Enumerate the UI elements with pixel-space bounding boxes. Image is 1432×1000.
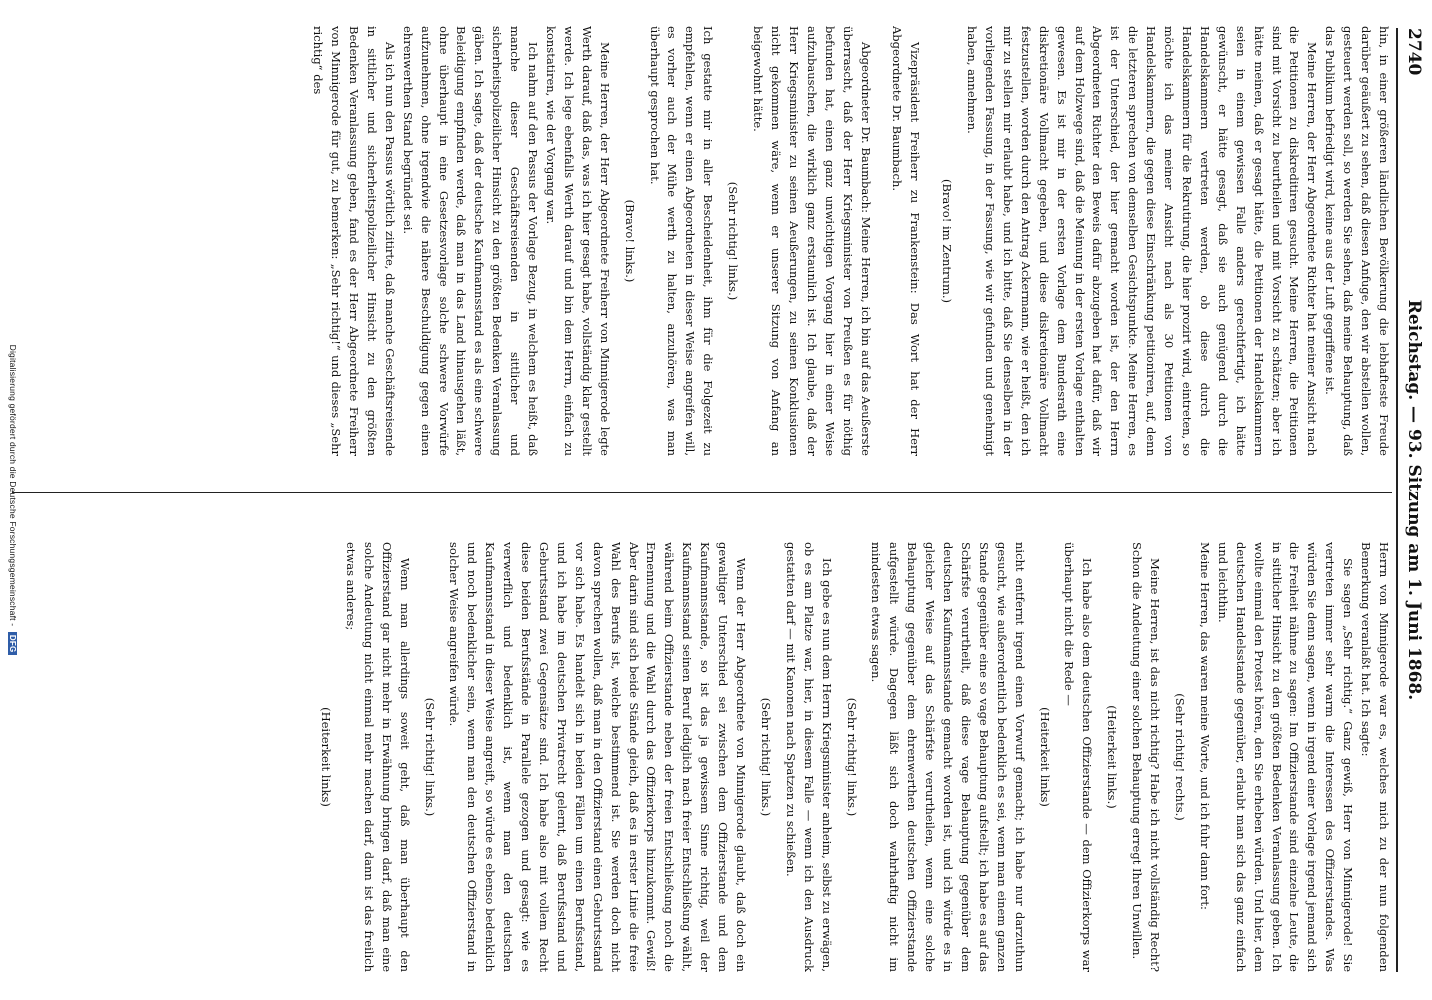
- left-column: [32, 26, 1392, 456]
- interjection: (Sehr richtig! links.): [422, 697, 437, 817]
- column-divider: [12, 492, 1392, 493]
- interjection: (Sehr richtig! links.): [844, 697, 859, 817]
- digitization-credit: [8, 0, 18, 1000]
- speaker-paragraph: Abgeordneter Dr. Baumbach: Meine Herren, ich bin auf das Aeußerste überrascht, daß der Herr Kriegsminister von Preußen es für nöthig befunden hat, einen ganz unwichtigen Vorgang hier in einer Weise aufzubauschen, die wirklich ganz erstaunlich ist. Ich glaube, daß der Herr Kriegsminister zu seinen Aeußerungen, zu seinen Konklusionen nicht gekommen wäre, wenn er unserer Sitzung von Anfang an beigewohnt hätte.: [751, 26, 873, 456]
- paragraph: Ich gebe es nun dem Herrn Kriegsminister anheim, selbst zu erwägen, ob es am Platze war, hier, in diesem Falle — wenn ich den Ausdruck gestatten darf — mit Kanonen nach Spatzen zu schießen.: [783, 542, 834, 972]
- paragraph: Ich habe also dem deutschen Offizierstande — dem Offizierkorps war überhaupt nicht die Rede —: [1062, 542, 1095, 972]
- paragraph: hin, in einer größeren ländlichen Bevölkerung die lebhafteste Freude darüber geäußert zu sehen, daß diesen Anfuge, den wir abstellen wollen, gesteuert werden soll, so werden Sie sehen, daß meine Behauptung, daß das Publikum befriedigt wird, keine aus der Luft gegriffene ist.: [1323, 26, 1391, 456]
- page-number: 2740: [1404, 28, 1424, 76]
- interjection: (Sehr richtig! links.): [758, 697, 773, 817]
- paragraph: Meine Herren, ist das nicht richtig? Habe ich nicht vollständig Recht? Schon die Andeutung einer solchen Behauptung erregt Ihren Unwillen.: [1130, 542, 1163, 972]
- right-column: [32, 542, 1392, 972]
- interjection: (Heiterkeit links): [319, 707, 334, 807]
- paragraph: Sie sagen „Sehr richtig.“ Ganz gewiß, Herr von Minnigerode! Sie vertreten immer sehr warm die Interessen des Offizierstandes. Was würden Sie denn sagen, wenn in irgend einer Vorlage irgend jemand sich die Freiheit nähme zu sagen: Im Offizierstande sind einzelne Leute, die in sittlicher Hinsicht zu den größten Bedenken Veranlassung geben. Ich wollte einmal den Protest hören, den Sie erheben würden. Und hier, dem deutschen Handelsstande gegenüber, erlaubt man sich das ganz einfach und leichthin.: [1215, 542, 1356, 972]
- interjection: (Heiterkeit links): [1037, 707, 1052, 807]
- paragraph: Meine Herren, das waren meine Worte, und ich fuhr dann fort:: [1197, 542, 1212, 910]
- paragraph: Ich gestatte mir in aller Bescheidenheit, ihm für die Folgezeit zu empfehlen, wenn er einen Abgeordneten in dieser Weise angreifen will, es vorher auch der Mühe werth zu halten, anzuhören, was man überhaupt gesprochen hat.: [647, 26, 716, 456]
- paragraph: Wenn der Herr Abgeordnete von Minnigerode glaubt, daß doch ein gewaltiger Unterschied sei zwischen dem Offizierstande und dem Kaufmannsstande, so ist das ja gewissem Sinne richtig, weil der Kaufmannsstand seinen Beruf lediglich nach freier Entschließung wählt, während beim Offizierstande neben der freien Entschließung noch die Ernennung und die Wahl durch das Offizierkorps hinzukommt. Gewiß! Aber darin sind sich beide Stände gleich, daß es in erster Linie die freie Wahl des Berufs ist, welche bestimmend ist. Sie werden doch nicht davon sprechen wollen, daß man in den Offizierstand einen Geburtsstand vor sich habe. Es handelt sich in beiden Fällen um einen Berufsstand, und ich habe im deutschen Privatrecht gelernt, daß Berufsstand und Geburtsstand zwei Gegensätze sind. Ich habe also mit vollem Recht diese beiden Berufsstände in Parallele gezogen und gesagt: wie es verwerflich und bedenklich ist, wenn man den deutschen Kaufmannsstand in dieser Weise angreift, so würde es ebenso bedenklich und noch bedenklicher sein, wenn man den deutschen Offizierstand in solcher Weise angreifen würde.: [447, 542, 748, 972]
- interjection: (Heiterkeit links.): [1105, 705, 1120, 809]
- paragraph: Meine Herren, der Herr Abgeordnete Freiherr von Minnigerode legte Werth darauf, daß das, was ich hier gesagt habe, vollständig klar gestellt werde. Ich lege ebenfalls Werth darauf und bin dem Herrn, einfach zu konstatiren, wie der Vorgang war.: [544, 26, 612, 456]
- paragraph: nicht entfernt irgend einen Vorwurf gemacht; ich habe nur darzuthun gesucht, wie außerordentlich bedenklich es sei, wenn man einem ganzen Stande gegenüber eine so vage Behauptung aufstellt; ich habe es auf das Schärfste verurtheilt, daß diese vage Behauptung gegenüber dem deutschen Kaufmannsstande gemacht worden ist, und ich würde es in gleicher Weise auf das Schärfste verurtheilen, wenn eine solche Behauptung gegenüber dem ehrenwerthen deutschen Offizierstande aufgestellt würde. Dagegen läßt sich doch wahrhaftig nicht im mindesten etwas sagen.: [869, 542, 1027, 972]
- header-rule: [1396, 28, 1398, 972]
- credit-text: Digitalisierung gefördert durch die Deutsche Forschungsgemeinschaft -: [8, 344, 18, 627]
- paragraph: Herrn von Minnigerode war es, welches mich zu der nun folgenden Bemerkung veranlaßt hat. Ich sagte:: [1359, 542, 1391, 972]
- dfg-logo: DFG: [8, 632, 17, 656]
- speaker-paragraph: Vizepräsident Freiherr zu Frankenstein: Das Wort hat der Herr Abgeordnete Dr. Baumbach.: [890, 26, 923, 456]
- paragraph: Ich nahm auf den Passus der Vorlage Bezug, in welchem es heißt, daß manche dieser Geschäftsreisenden in sittlicher und sicherheitspolizeilicher Hinsicht zu den größten Bedenken Veranlassung gäben. Ich sagte, daß der deutsche Kaufmannsstand es als eine schwere Beleidigung empfinden werde, daß man in das Land hinausgehen läßt, ohne überhaupt in eine Gesetzesvorlage solche schwere Vorwürfe aufzunehmen, ohne irgendwie die nähere Beschuldigung gegen einen ehrenwerthen Stand begründet sei.: [400, 26, 541, 456]
- interjection: (Sehr richtig! rechts.): [1173, 693, 1188, 821]
- paragraph: Wenn man allerdings soweit geht, daß man überhaupt den Offizierstand gar nicht mehr in Erwähnung bringen darf, daß man eine solche Andeutung nicht einmal mehr machen darf, dann ist das freilich etwas anderes;: [343, 542, 412, 972]
- interjection: (Bravo! im Zentrum.): [940, 178, 955, 303]
- interjection: (Bravo! links.): [622, 199, 637, 283]
- interjection: (Sehr richtig! links.): [726, 181, 741, 301]
- paragraph: Als ich nun den Passus wörtlich zitirte, daß manche Geschäftsreisende in sittlicher und sicherheitspolizeilicher Hinsicht zu den größten Bedenken Veranlassung geben, fand es der Herr Abgeordnete Freiherr von Minnigerode für gut, zu bemerken: „Sehr richtig!“ und dieses „Sehr richtig“ des: [311, 26, 397, 456]
- running-title: Reichstag. — 93. Sitzung am 1. Juni 1868.: [1404, 299, 1424, 701]
- paragraph: Meine Herren, der Herr Abgeordnete Richter hat meiner Ansicht nach die Petitionen zu diskreditiren gesucht. Meine Herren, die Petitionen sind mit Vorsicht zu beurtheilen und mit Vorsicht zu schätzen; aber ich hätte meinen, daß er gesagt hätte, die Petitionen der Handelskammern seien in einem gewissen Falle anders gerechtfertigt, ich hätte gewünscht, er hätte gesagt, daß sie auch genügend durch die Handelskammern vertreten werden, ob diese durch die Handelskammern für die Rekrutirung, die hier prozirt wird, eintreten, so möchte ich das meiner Ansicht nach als 30 Petitionen von Handelskammern, die gegen diese Einschränkung petitioniren, auf, denn die letzteren sprechen von demselben Gesichtspunkte. Meine Herren, es ist der Unterschied, der hier gemacht worden ist, der den Herrn Abgeordneten Richter den Beweis dafür abzugeben hat dafür, daß wir auf dem Holzwege sind, daß die Meinung in der ersten Vorlage enthalten gewesen. Es ist mir in der ersten Vorlage dem Bundesrath eine diskretionäre Vollmacht gegeben, und diese diskretionäre Vollmacht festzustellen, worden durch den Antrag Ackermann, wie er heißt, den ich mir zu stellen mir erlaubt habe, und ich bitte, daß Sie denselben in der vorliegenden Fassung, in der Fassung, wie wir gefunden und genehmigt haben, annehmen.: [965, 26, 1320, 456]
- page-header: [1398, 28, 1428, 972]
